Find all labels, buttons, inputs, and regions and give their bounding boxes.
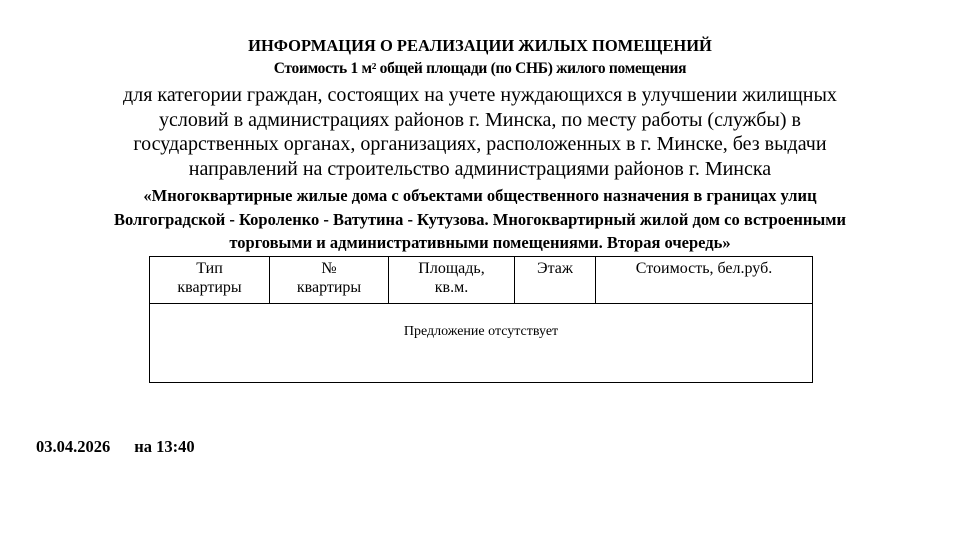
column-header-text: кв.м. (434, 279, 469, 296)
page-title: ИНФОРМАЦИЯ О РЕАЛИЗАЦИИ ЖИЛЫХ ПОМЕЩЕНИЙ (248, 36, 712, 55)
column-header-text: Тип (196, 260, 223, 277)
column-header-text: квартиры (296, 279, 362, 296)
column-header-text: Этаж (537, 260, 573, 277)
timestamp-time: на 13:40 (134, 437, 195, 456)
column-header-text: № (321, 260, 337, 277)
category-line: для категории граждан, состоящих на учете нуждающихся в улучшении жилищных (123, 84, 837, 106)
page-subtitle: Стоимость 1 м² общей площади (по СНБ) жилого помещения (273, 60, 687, 77)
column-header-text: Площадь, (418, 260, 485, 277)
timestamp-date: 03.04.2026 (36, 437, 111, 456)
column-header-area (389, 257, 515, 304)
project-name (20, 184, 940, 255)
category-description (40, 83, 920, 181)
project-line: Волгоградской - Короленко - Ватутина - Кутузова. Многоквартирный жилой дом со встроенными (114, 209, 846, 229)
apartments-table (149, 256, 813, 383)
category-line: направлений на строительство администрациями районов г. Минска (188, 157, 772, 180)
category-line: государственных органах, организациях, расположенных в г. Минске, без выдачи (133, 133, 827, 155)
project-line: «Многоквартирные жилые дома с объектами общественного назначения в границах улиц (143, 186, 817, 205)
table-header-row (150, 257, 813, 304)
column-header-floor (515, 257, 596, 304)
column-header-number (270, 257, 389, 304)
column-header-text: Стоимость, бел.руб. (635, 260, 773, 277)
project-line: торговыми и административными помещениями. Вторая очередь» (229, 233, 731, 252)
table-row (150, 304, 813, 383)
column-header-text: квартиры (177, 279, 242, 296)
empty-table-message: Предложение отсутствует (150, 304, 813, 383)
column-header-type (150, 257, 270, 304)
timestamp (36, 437, 195, 457)
column-header-price (596, 257, 813, 304)
category-line: условий в администрациях районов г. Минска, по месту работы (службы) в (159, 108, 801, 131)
